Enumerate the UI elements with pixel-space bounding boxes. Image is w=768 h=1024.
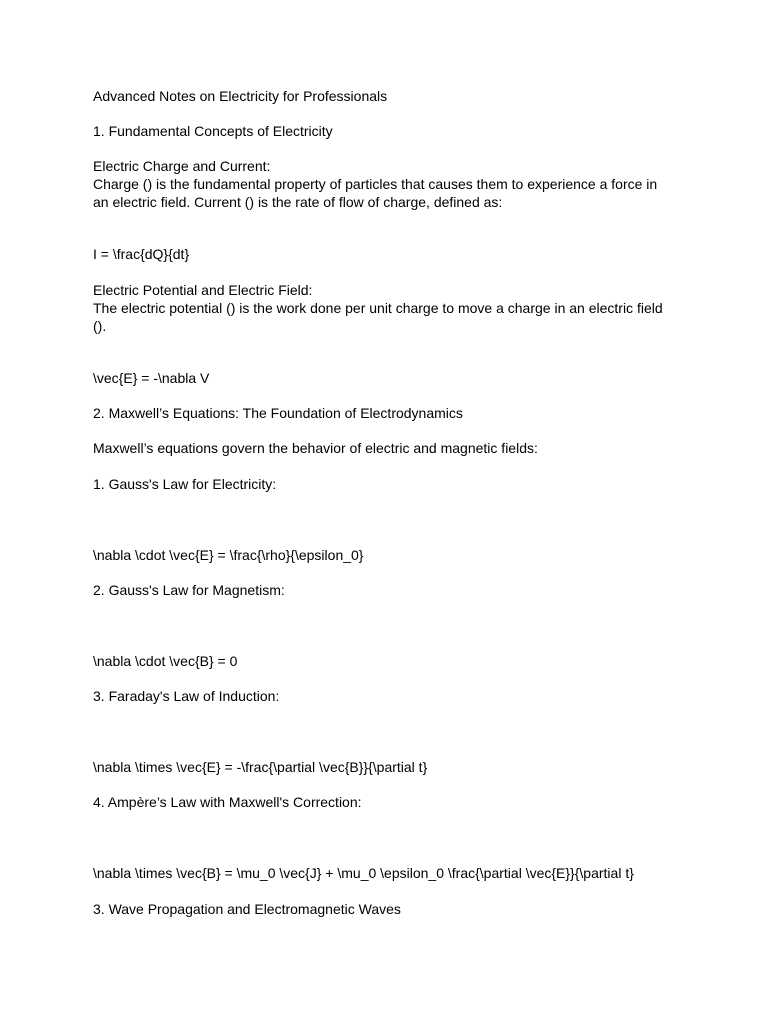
- potential-paragraph-line-1: The electric potential () is the work done per unit charge to move a charge in an electric field: [93, 300, 663, 316]
- section-1-heading: 1. Fundamental Concepts of Electricity: [93, 123, 333, 139]
- field-formula: \vec{E} = -\nabla V: [93, 370, 210, 386]
- gauss-magnetism-formula: \nabla \cdot \vec{B} = 0: [93, 653, 238, 669]
- charge-subheading: Electric Charge and Current:: [93, 158, 271, 174]
- faraday-formula: \nabla \times \vec{E} = -\frac{\partial \vec{B}}{\partial t}: [93, 759, 428, 775]
- gauss-electricity-label: 1. Gauss's Law for Electricity:: [93, 476, 277, 492]
- maxwell-intro: Maxwell’s equations govern the behavior of electric and magnetic fields:: [93, 440, 538, 456]
- section-2-heading: 2. Maxwell’s Equations: The Foundation of Electrodynamics: [93, 405, 463, 421]
- ampere-label: 4. Ampère’s Law with Maxwell's Correction:: [93, 794, 362, 810]
- gauss-electricity-formula: \nabla \cdot \vec{E} = \frac{\rho}{\epsilon_0}: [93, 547, 364, 563]
- ampere-formula: \nabla \times \vec{B} = \mu_0 \vec{J} + \mu_0 \epsilon_0 \frac{\partial \vec{E}}{\partial t}: [93, 865, 634, 881]
- section-3-heading: 3. Wave Propagation and Electromagnetic Waves: [93, 901, 401, 917]
- potential-paragraph-line-2: ().: [93, 318, 107, 334]
- document-title: Advanced Notes on Electricity for Professionals: [93, 88, 388, 104]
- charge-paragraph-line-2: an electric field. Current () is the rate of flow of charge, defined as:: [93, 194, 503, 210]
- potential-subheading: Electric Potential and Electric Field:: [93, 282, 313, 298]
- current-formula: I = \frac{dQ}{dt}: [93, 246, 190, 262]
- faraday-label: 3. Faraday's Law of Induction:: [93, 688, 280, 704]
- charge-paragraph-line-1: Charge () is the fundamental property of particles that causes them to experience a force in: [93, 176, 658, 192]
- gauss-magnetism-label: 2. Gauss's Law for Magnetism:: [93, 582, 285, 598]
